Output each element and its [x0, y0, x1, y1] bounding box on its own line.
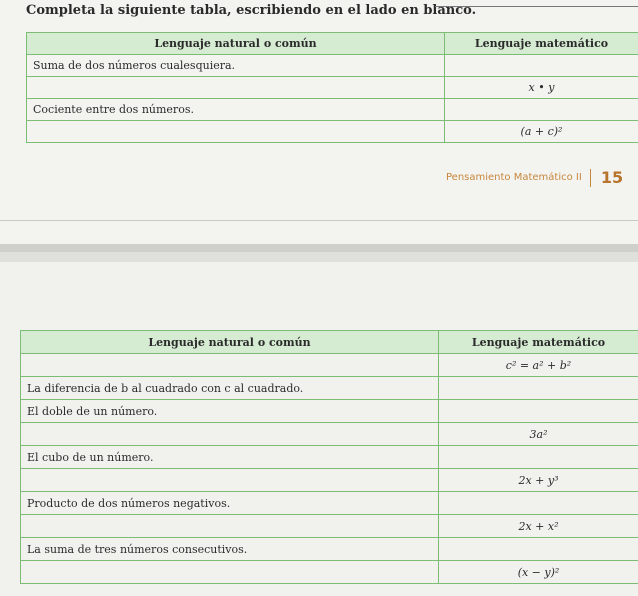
table-row	[21, 492, 638, 515]
table-top	[26, 32, 638, 143]
math-cell: (x − y)²	[439, 561, 638, 584]
page-edge-line	[0, 220, 638, 221]
table-row	[21, 515, 638, 538]
table-bottom	[20, 330, 638, 584]
header-natural: Lenguaje natural o común	[27, 33, 445, 55]
math-cell: 2x + x²	[439, 515, 638, 538]
natural-cell[interactable]	[21, 515, 439, 538]
table-row	[21, 561, 638, 584]
math-cell[interactable]	[445, 55, 638, 77]
page-number: 15	[600, 168, 624, 187]
natural-cell: Suma de dos números cualesquiera.	[27, 55, 445, 77]
table-row	[21, 354, 638, 377]
math-cell: x • y	[445, 77, 638, 99]
natural-cell: El doble de un número.	[21, 400, 439, 423]
header-mathematical: Lenguaje matemático	[445, 33, 638, 55]
table-row	[27, 99, 638, 121]
math-cell[interactable]	[445, 99, 638, 121]
footer-divider	[590, 169, 591, 187]
natural-cell: La suma de tres números consecutivos.	[21, 538, 439, 561]
page-gap	[0, 252, 638, 262]
natural-cell[interactable]	[21, 423, 439, 446]
math-cell: c² = a² + b²	[439, 354, 638, 377]
math-cell: 3a²	[439, 423, 638, 446]
instruction-text: Completa la siguiente tabla, escribiendo en el lado en blanco.	[26, 3, 477, 18]
table-row	[27, 121, 638, 143]
natural-cell[interactable]	[21, 469, 439, 492]
header-natural: Lenguaje natural o común	[21, 331, 439, 354]
natural-cell: Producto de dos números negativos.	[21, 492, 439, 515]
math-cell[interactable]	[439, 377, 638, 400]
math-cell: 2x + y³	[439, 469, 638, 492]
math-cell[interactable]	[439, 538, 638, 561]
math-cell[interactable]	[439, 400, 638, 423]
header-mathematical: Lenguaje matemático	[439, 331, 638, 354]
page-gap-shadow	[0, 244, 638, 252]
math-cell[interactable]	[439, 446, 638, 469]
table-row	[21, 538, 638, 561]
natural-cell[interactable]	[27, 77, 445, 99]
table-row	[21, 423, 638, 446]
book-title: Pensamiento Matemático II	[446, 172, 582, 183]
table-row	[21, 469, 638, 492]
table-header-row	[27, 33, 638, 55]
natural-cell[interactable]	[21, 561, 439, 584]
natural-cell[interactable]	[27, 121, 445, 143]
natural-cell[interactable]	[21, 354, 439, 377]
table-row	[27, 55, 638, 77]
table-row	[21, 400, 638, 423]
page-footer	[446, 168, 623, 187]
table-row	[21, 377, 638, 400]
natural-cell: El cubo de un número.	[21, 446, 439, 469]
natural-cell: La diferencia de b al cuadrado con c al cuadrado.	[21, 377, 439, 400]
top-rule-line	[435, 6, 638, 7]
table-header-row	[21, 331, 638, 354]
table-row	[21, 446, 638, 469]
math-cell[interactable]	[439, 492, 638, 515]
natural-cell: Cociente entre dos números.	[27, 99, 445, 121]
table-row	[27, 77, 638, 99]
math-cell: (a + c)²	[445, 121, 638, 143]
